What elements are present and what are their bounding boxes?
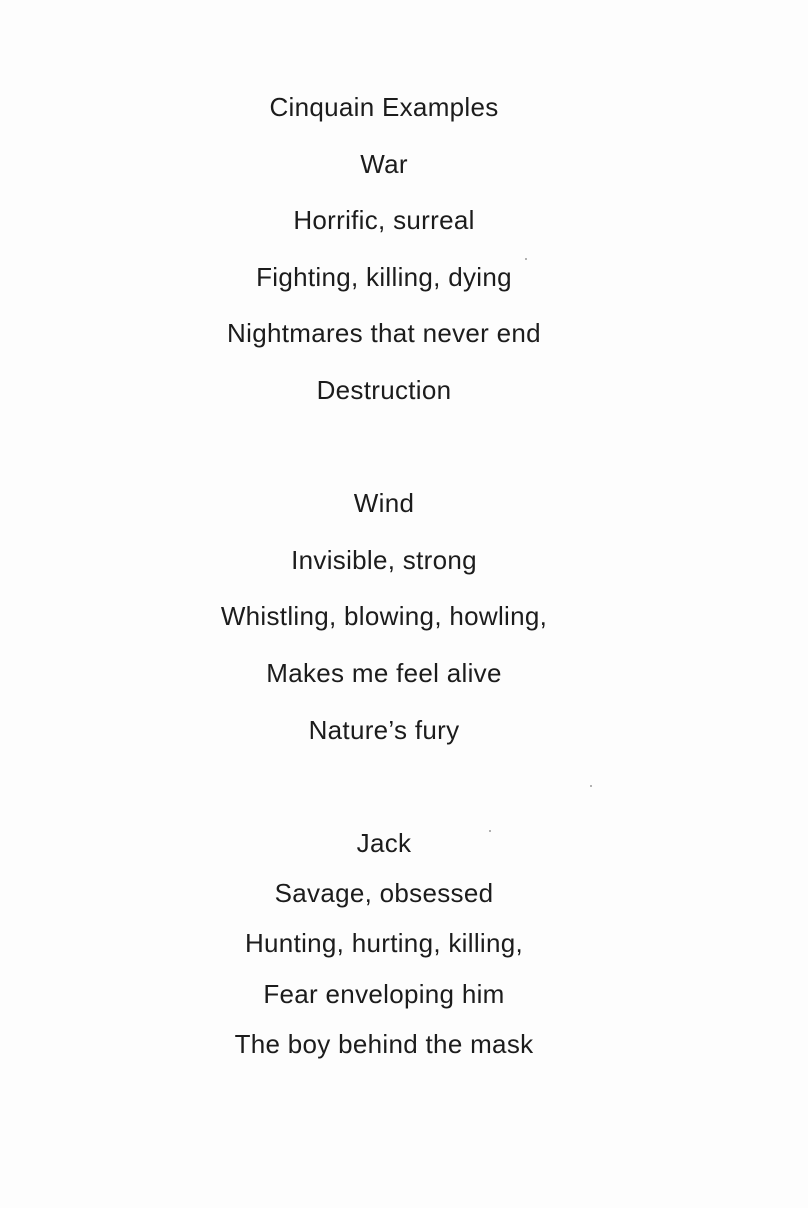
poem-line: Hunting, hurting, killing, (244, 928, 524, 958)
poem-line: Jack (356, 828, 412, 858)
poem-line: Destruction (316, 375, 452, 405)
scan-speck (489, 830, 491, 832)
poem-line: Fighting, killing, dying (256, 262, 512, 292)
poem-line: Fear enveloping him (263, 979, 505, 1009)
poem-line: Wind (353, 488, 415, 518)
scan-speck (590, 785, 592, 787)
poem-line: Savage, obsessed (274, 878, 494, 908)
poem-line: The boy behind the mask (234, 1029, 534, 1059)
poem-line: Whistling, blowing, howling, (220, 601, 548, 631)
poem-line: Invisible, strong (291, 545, 477, 575)
poem-line: Nightmares that never end (227, 318, 541, 348)
poem-line: Makes me feel alive (266, 658, 502, 688)
page-title: Cinquain Examples (269, 92, 499, 122)
poem-line: War (360, 149, 408, 179)
scan-speck (525, 258, 527, 260)
poem-line: Horrific, surreal (293, 205, 475, 235)
poem-line: Nature’s fury (308, 715, 460, 745)
